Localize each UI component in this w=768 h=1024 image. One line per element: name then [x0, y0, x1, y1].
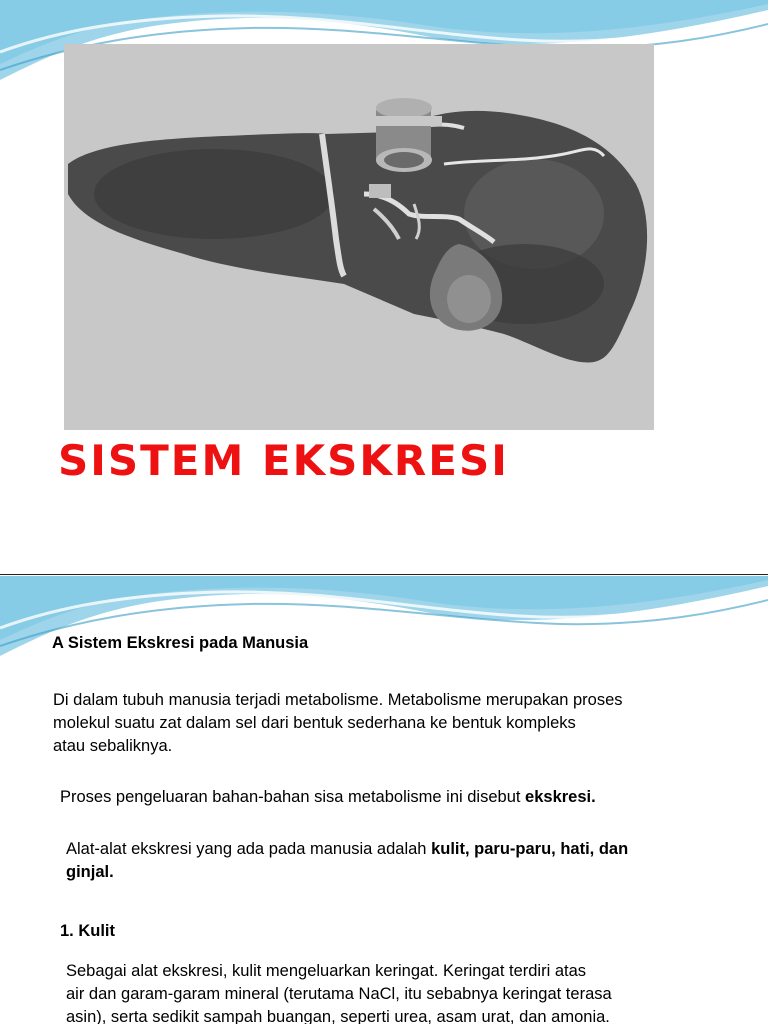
- paragraph-line: Di dalam tubuh manusia terjadi metabolisme. Metabolisme merupakan proses: [53, 691, 623, 709]
- bold-term: ginjal.: [66, 863, 114, 881]
- slide-content: [0, 576, 768, 1024]
- paragraph-line: molekul suatu zat dalam sel dari bentuk sederhana ke bentuk kompleks: [53, 714, 576, 732]
- paragraph-line: Sebagai alat ekskresi, kulit mengeluarkan keringat. Keringat terdiri atas: [66, 962, 587, 980]
- paragraph-text: Alat-alat ekskresi yang ada pada manusia adalah: [66, 840, 432, 858]
- paragraph-organs: [66, 838, 628, 861]
- slide-title-text: SISTEM EKSKRESI: [58, 436, 509, 485]
- bold-term: ekskresi.: [525, 788, 596, 806]
- paragraph-line: air dan garam-garam mineral (terutama NaCl, itu sebabnya keringat terasa: [66, 985, 612, 1003]
- bold-term: kulit, paru-paru, hati, dan: [431, 840, 629, 858]
- subsection-heading: 1. Kulit: [60, 922, 116, 940]
- liver-illustration: [64, 44, 654, 430]
- section-heading: A Sistem Ekskresi pada Manusia: [52, 634, 309, 652]
- liver-image: [64, 44, 654, 430]
- paragraph-line: atau sebaliknya.: [53, 737, 173, 755]
- paragraph-line: asin), serta sedikit sampah buangan, seperti urea, asam urat, dan amonia.: [66, 1008, 610, 1024]
- paragraph-text: Proses pengeluaran bahan-bahan sisa metabolisme ini disebut: [60, 788, 526, 806]
- paragraph-ekskresi: [60, 786, 596, 809]
